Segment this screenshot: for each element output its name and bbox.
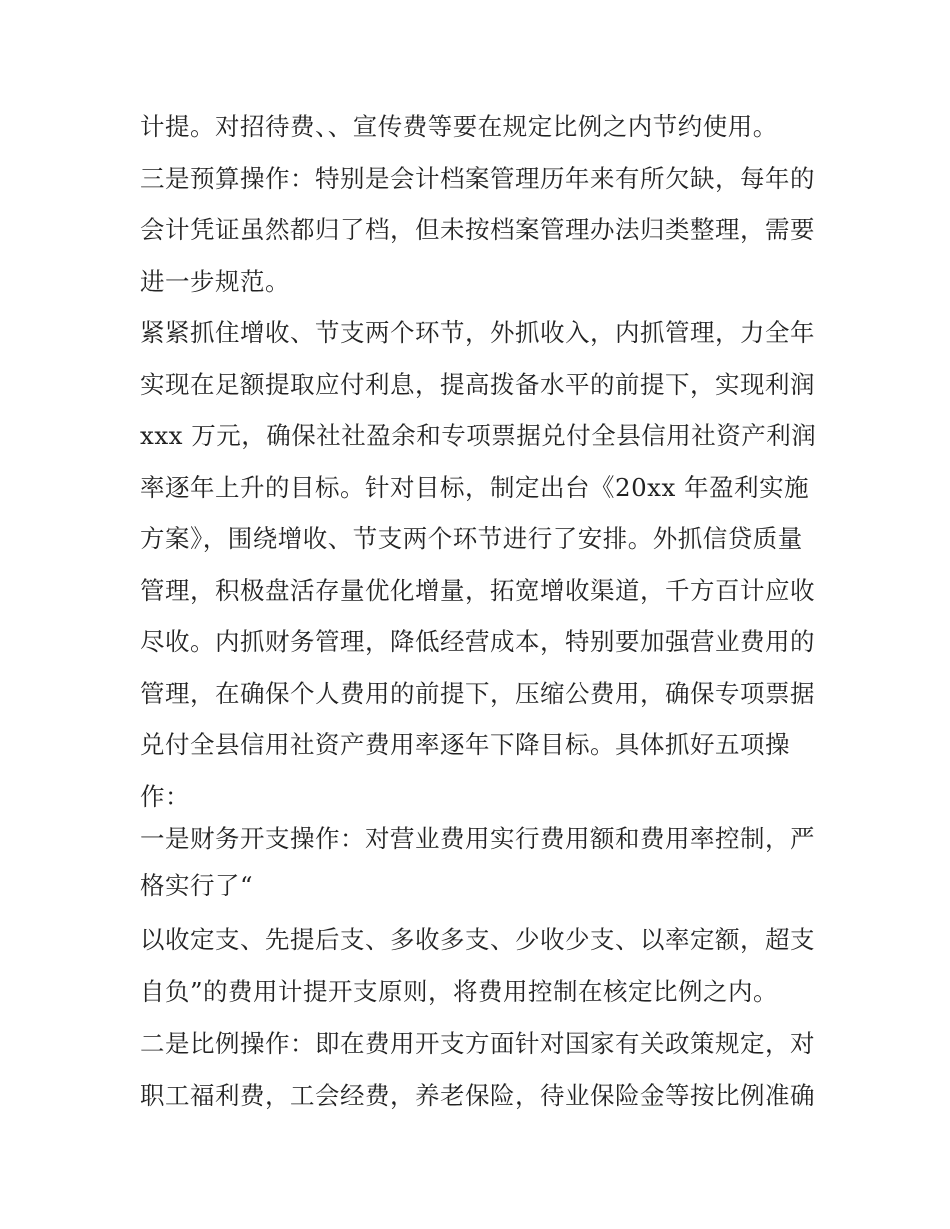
- text-line: 自负”的费用计提开支原则，将费用控制在核定比例之内。: [140, 977, 779, 1006]
- text-line: 实现在足额提取应付利息，提高拨备水平的前提下，实现利润: [140, 370, 815, 399]
- text-line: 管理，在确保个人费用的前提下，压缩公费用，确保专项票据: [140, 679, 815, 708]
- text-line: 二是比例操作：即在费用开支方面针对国家有关政策规定，对: [140, 1029, 815, 1058]
- text-line: 紧紧抓住增收、节支两个环节，外抓收入，内抓管理，力全年: [140, 318, 815, 347]
- text-line: 以收定支、先提后支、多收多支、少收少支、以率定额，超支: [140, 925, 815, 954]
- text-line: 计提。对招待费、、宣传费等要在规定比例之内节约使用。: [140, 112, 778, 141]
- text-line: 方案》，围绕增收、节支两个环节进行了安排。外抓信贷质量: [140, 524, 803, 553]
- text-line: 职工福利费，工会经费，养老保险，待业保险金等按比例准确: [140, 1081, 815, 1110]
- text-line: 管理，积极盘活存量优化增量，拓宽增收渠道，千方百计应收: [140, 576, 815, 605]
- text-line: 格实行了“: [140, 871, 254, 900]
- text-line: 三是预算操作：特别是会计档案管理历年来有所欠缺，每年的: [140, 164, 815, 193]
- text-line: 进一步规范。: [140, 267, 290, 296]
- text-line: 会计凭证虽然都归了档，但未按档案管理办法归类整理，需要: [140, 215, 815, 244]
- text-line: 率逐年上升的目标。针对目标，制定出台《20xx 年盈利实施: [140, 473, 810, 502]
- text-line: 尽收。内抓财务管理，降低经营成本，特别要加强营业费用的: [140, 627, 815, 656]
- text-line: 兑付全县信用社资产费用率逐年下降目标。具体抓好五项操: [140, 730, 790, 759]
- text-line: xxx 万元，确保社社盈余和专项票据兑付全县信用社资产利润: [140, 421, 817, 450]
- text-line: 作：: [140, 782, 190, 811]
- text-line: 一是财务开支操作：对营业费用实行费用额和费用率控制，严: [140, 824, 815, 853]
